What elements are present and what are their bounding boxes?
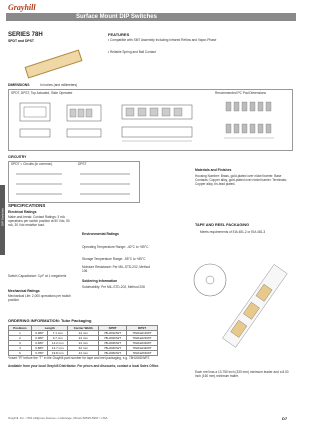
- col-spdt: SPDT: [99, 326, 127, 331]
- cell: 0.780": [31, 351, 47, 356]
- cell: 44 mm: [68, 351, 99, 356]
- cell: 78HJ06DWT: [99, 351, 127, 356]
- header-bar: [6, 13, 296, 21]
- tape-reel-note: Each reel has a 13.750 inch (330 mm) minimum leader and a 8.00 inch (160 mm) minimum trailer.: [195, 370, 289, 378]
- dimensions-units: In inches (and millimeters): [40, 83, 78, 87]
- brand-logo: Grayhill: [8, 3, 36, 12]
- page-number: D7: [282, 416, 288, 421]
- mechanical-ratings-text: Mechanical Life: 2,000 operations per switch position: [8, 294, 71, 302]
- side-tab-label: DIP Switches: [0, 208, 5, 226]
- circuitry-spdt-label: SPDT = Circuits (in common): [11, 162, 53, 166]
- dimensions-title: DIMENSIONS: [8, 83, 30, 87]
- ordering-note-1: *Insert "R" before the "T" in the Grayhill part number for tape and reel packaging, e.g. 78HJ06DWRT.: [8, 356, 150, 360]
- dimensions-subtitle: SPDT, DPST, Top Actuated, Slide Operated: [11, 91, 73, 95]
- materials-title: Materials and Finishes: [195, 168, 232, 172]
- cell: 78HJ03DWT: [99, 341, 127, 346]
- cell: 7.1 mm: [48, 331, 68, 336]
- switch-capacitance: Switch Capacitance: 3 pF at 1 megahertz: [8, 274, 67, 278]
- electrical-ratings-title: Electrical Ratings: [8, 210, 37, 214]
- features-title: FEATURES: [108, 32, 130, 37]
- cell: 0.280": [31, 331, 47, 336]
- cell: 3: [9, 341, 32, 346]
- cell: 24 mm: [68, 336, 99, 341]
- cell: 9.7 mm: [48, 336, 68, 341]
- cell: 78HJ04DWT: [99, 346, 127, 351]
- circuitry-dpst-label: DPST: [78, 162, 87, 166]
- cell: 78HJ01DWT: [99, 331, 127, 336]
- cell: 32 mm: [68, 346, 99, 351]
- col-dpst: DPST: [127, 326, 158, 331]
- cell: 0.580": [31, 346, 47, 351]
- table-row: [9, 351, 158, 356]
- cell: 14.7 mm: [48, 346, 68, 351]
- product-photo: [25, 49, 83, 78]
- cell: 2: [9, 336, 32, 341]
- col-carrier-width: Carrier Width: [68, 326, 99, 331]
- circuit-diagram: [12, 168, 136, 200]
- tape-reel-title: TAPE AND REEL PACKAGING: [195, 223, 250, 227]
- cell: 78HFa01DWT: [127, 331, 158, 336]
- soldering-title: Soldering Information: [82, 279, 118, 283]
- side-tab: [0, 185, 5, 255]
- moisture-resistance: Moisture Resistance: Per MIL-STD-202, Method 106: [82, 265, 151, 273]
- header-title: Surface Mount DIP Switches: [76, 14, 157, 20]
- series-subtitle: SPDT and DPST: [8, 39, 34, 43]
- cell: 19.8 mm: [48, 351, 68, 356]
- tape-reel-drawing: [192, 240, 292, 370]
- series-title: SERIES 78H: [8, 32, 43, 38]
- cell: 24 mm: [68, 341, 99, 346]
- specifications-title: SPECIFICATIONS: [8, 203, 46, 208]
- operating-temp: Operating Temperature Range: -40°C to +85°C: [82, 245, 149, 249]
- dimension-drawing: [12, 97, 212, 147]
- cell: 6: [9, 351, 32, 356]
- features-item-2: • Reliable Spring and Ball Contact: [108, 50, 156, 54]
- cell: 78HFa04DWT: [127, 346, 158, 351]
- ordering-table: [8, 325, 158, 356]
- electrical-ratings-text: Make-and-break: Contact Ratings: 3 mA operations per switch position at 50 Vdc, 50 mA, 30 Vdc resistive load.: [8, 215, 70, 227]
- cell: 0.480": [31, 341, 47, 346]
- storage-temp: Storage Temperature Range: -55°C to +85°C: [82, 257, 146, 261]
- ordering-title: ORDERING INFORMATION: Tube Packaging: [8, 318, 92, 323]
- cell: 78HJ02DWT: [99, 336, 127, 341]
- cell: 78HFa02DWT: [127, 336, 158, 341]
- environmental-title: Environmental Ratings: [82, 232, 119, 236]
- mechanical-ratings-title: Mechanical Ratings: [8, 289, 40, 293]
- tape-reel-text: Meets requirements of EIA 481-2 or EIA 481-3: [200, 230, 266, 234]
- cell: 78HFa06DWT: [127, 351, 158, 356]
- pcb-pad-drawing: [218, 98, 288, 146]
- col-length: Length: [31, 326, 68, 331]
- cell: 24 mm: [68, 331, 99, 336]
- col-positions: Positions: [9, 326, 32, 331]
- circuitry-title: CIRCUITRY: [8, 155, 27, 159]
- materials-text: Housing Number: Brass, gold-plated over nickel barrier. Base Contacts: Copper alloy, gold-plated over nickel barrier. Terminals: Copper alloy, tin-lead plated.: [195, 174, 287, 186]
- cell: 1: [9, 331, 32, 336]
- cell: 12.2 mm: [48, 341, 68, 346]
- cell: 0.380": [31, 336, 47, 341]
- soldering-text: Solderability: Per MIL-STD-202, Method 208: [82, 285, 145, 289]
- cell: 4: [9, 346, 32, 351]
- ordering-note-2: Available from your local Grayhill Distributor. For prices and discounts, contact a local Sales Office.: [8, 364, 160, 368]
- footer-address: Grayhill, Inc. • 561 Hillgrove Avenue • LaGrange, Illinois 60525-5997 • USA: [8, 416, 108, 420]
- pcb-title: Recommended PC Pad Dimensions: [215, 91, 267, 95]
- features-item-1: • Compatible with SMT Assembly Including Infrared Reflow and Vapor-Phase: [108, 38, 217, 42]
- cell: 78HFa03DWT: [127, 341, 158, 346]
